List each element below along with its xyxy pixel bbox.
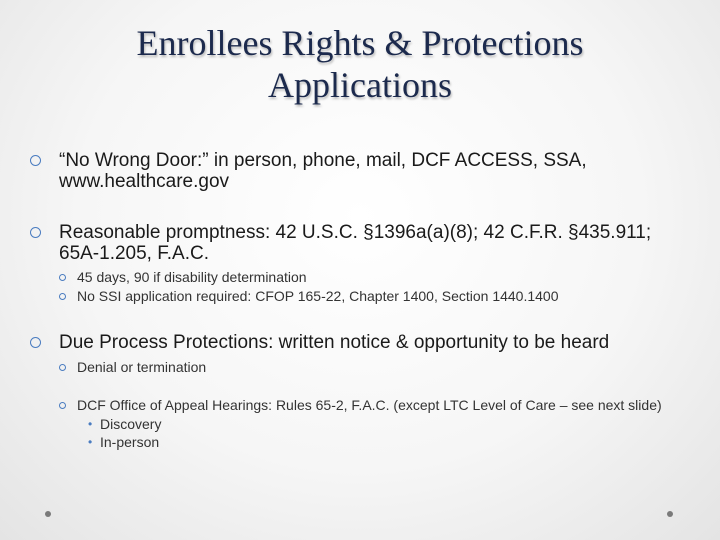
bullet-1 [30, 150, 695, 192]
circle-bullet-icon [30, 155, 41, 166]
slide-title [40, 22, 680, 106]
sub-bullet-text: No SSI application required: CFOP 165-22, Chapter 1400, Section 1440.1400 [77, 288, 559, 304]
circle-bullet-icon [30, 227, 41, 238]
sub-bullet [59, 288, 695, 304]
slide-content [30, 150, 695, 451]
circle-bullet-icon [59, 274, 66, 281]
sub-sub-bullet-text: In-person [100, 434, 160, 450]
bullet-2-text: Reasonable promptness: 42 U.S.C. §1396a(a)(8); 42 C.F.R. §435.911; 65A-1.205, F.A.C. [59, 222, 652, 264]
sub-bullet-text: DCF Office of Appeal Hearings: Rules 65-2, F.A.C. (except LTC Level of Care – see next slide) [77, 397, 662, 413]
sub-bullet-text: 45 days, 90 if disability determination [77, 269, 307, 285]
right-nav-dot [667, 511, 673, 517]
sub-bullet-text: Denial or termination [77, 359, 207, 375]
slide-title-line-1: Enrollees Rights & Protections [136, 23, 584, 63]
circle-bullet-icon [59, 364, 66, 371]
sub-sub-list [88, 415, 695, 451]
sub-sub-bullet [88, 415, 695, 433]
circle-bullet-icon [30, 337, 41, 348]
circle-bullet-icon [59, 293, 66, 300]
slide-title-line-2: Applications [268, 65, 452, 105]
sub-bullet [59, 397, 695, 413]
left-nav-dot [45, 511, 51, 517]
bullet-3 [30, 332, 695, 353]
bullet-3-sublist [59, 359, 695, 451]
dot-bullet-icon: • [88, 417, 93, 431]
sub-sub-bullet [88, 433, 695, 451]
dot-bullet-icon: • [88, 435, 93, 449]
bullet-2 [30, 222, 695, 264]
sub-bullet [59, 359, 695, 375]
bullet-3-text: Due Process Protections: written notice & opportunity to be heard [59, 332, 610, 353]
circle-bullet-icon [59, 402, 66, 409]
bullet-2-sublist [59, 269, 695, 304]
bullet-1-text: “No Wrong Door:” in person, phone, mail, DCF ACCESS, SSA, www.healthcare.gov [59, 150, 587, 192]
sub-bullet [59, 269, 695, 285]
sub-sub-bullet-text: Discovery [100, 416, 162, 432]
